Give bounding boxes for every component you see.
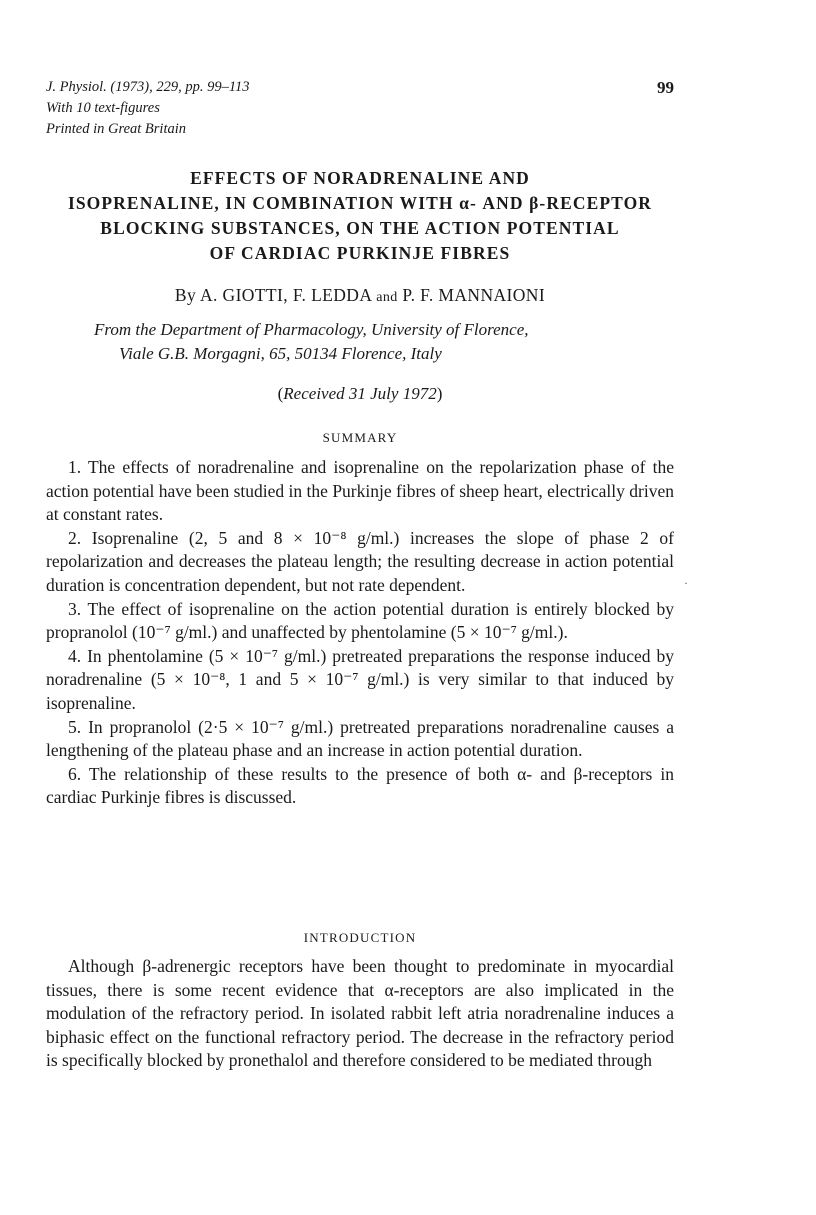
summary-section — [46, 456, 674, 810]
received-text: Received 31 July 1972 — [283, 384, 437, 403]
journal-page — [46, 0, 674, 1215]
title-line: ISOPRENALINE, IN COMBINATION WITH α- AND β-RECEPTOR — [67, 193, 653, 213]
title-line: EFFECTS OF NORADRENALINE AND — [190, 168, 530, 188]
summary-item: 3. The effect of isoprenaline on the action potential duration is entirely blocked by propranolol (10⁻⁷ g/ml.) and unaffected by phentolamine (5 × 10⁻⁷ g/ml.). — [46, 598, 674, 643]
title-line: OF CARDIAC PURKINJE FIBRES — [209, 243, 511, 263]
summary-item: 4. In phentolamine (5 × 10⁻⁷ g/ml.) pretreated preparations the response induced by noradrenaline (5 × 10⁻⁸, 1 and 5 × 10⁻⁷ g/ml.) is very similar to that induced by isoprenaline. — [46, 645, 674, 713]
summary-item: 2. Isoprenaline (2, 5 and 8 × 10⁻⁸ g/ml.) increases the slope of phase 2 of repolarization and decreases the plateau length; the resulting decrease in action potential duration is concentration dependent, but not rate dependent. — [46, 527, 674, 595]
author-name: A. GIOTTI, — [199, 285, 289, 305]
article-title — [46, 166, 674, 266]
summary-item: 6. The relationship of these results to the presence of both α- and β-receptors in cardiac Purkinje fibres is discussed. — [46, 763, 674, 808]
figure-count: With 10 text-figures — [46, 100, 160, 116]
paren-open: ( — [277, 384, 284, 403]
page-number: 99 — [657, 78, 674, 97]
introduction-section — [46, 955, 674, 1073]
margin-mark: · — [684, 576, 688, 590]
introduction-heading: INTRODUCTION — [303, 930, 417, 945]
summary-item: 1. The effects of noradrenaline and isoprenaline on the repolarization phase of the action potential have been studied in the Purkinje fibres of sheep heart, electrically driven at constant rates. — [46, 457, 674, 525]
printed-note: Printed in Great Britain — [46, 121, 187, 137]
affiliation — [94, 318, 674, 366]
affiliation-line: Viale G.B. Morgagni, 65, 50134 Florence, Italy — [119, 344, 442, 363]
author-byline — [46, 285, 674, 306]
author-name: P. F. MANNAIONI — [402, 285, 546, 305]
author-name: F. LEDDA — [292, 285, 372, 305]
affiliation-line: From the Department of Pharmacology, University of Florence, — [94, 320, 529, 339]
and-label: and — [376, 290, 398, 305]
by-label: By — [174, 285, 197, 305]
summary-item: 5. In propranolol (2·5 × 10⁻⁷ g/ml.) pretreated preparations noradrenaline causes a lengthening of the plateau phase and an increase in action potential duration. — [46, 716, 674, 761]
paren-close: ) — [436, 384, 443, 403]
page-header — [46, 77, 674, 140]
summary-heading: SUMMARY — [322, 430, 398, 445]
title-line: BLOCKING SUBSTANCES, ON THE ACTION POTENTIAL — [100, 218, 620, 238]
received-date — [46, 384, 674, 404]
introduction-paragraph: Although β-adrenergic receptors have been thought to predominate in myocardial tissues, there is some recent evidence that α-receptors are also implicated in the modulation of the refractory period. In isolated rabbit left atria noradrenaline induces a biphasic effect on the functional refractory period. The decrease in the refractory period is specifically blocked by pronethalol and therefore considered to be mediated through — [46, 956, 674, 1071]
journal-citation: J. Physiol. (1973), 229, pp. 99–113 — [46, 79, 250, 95]
